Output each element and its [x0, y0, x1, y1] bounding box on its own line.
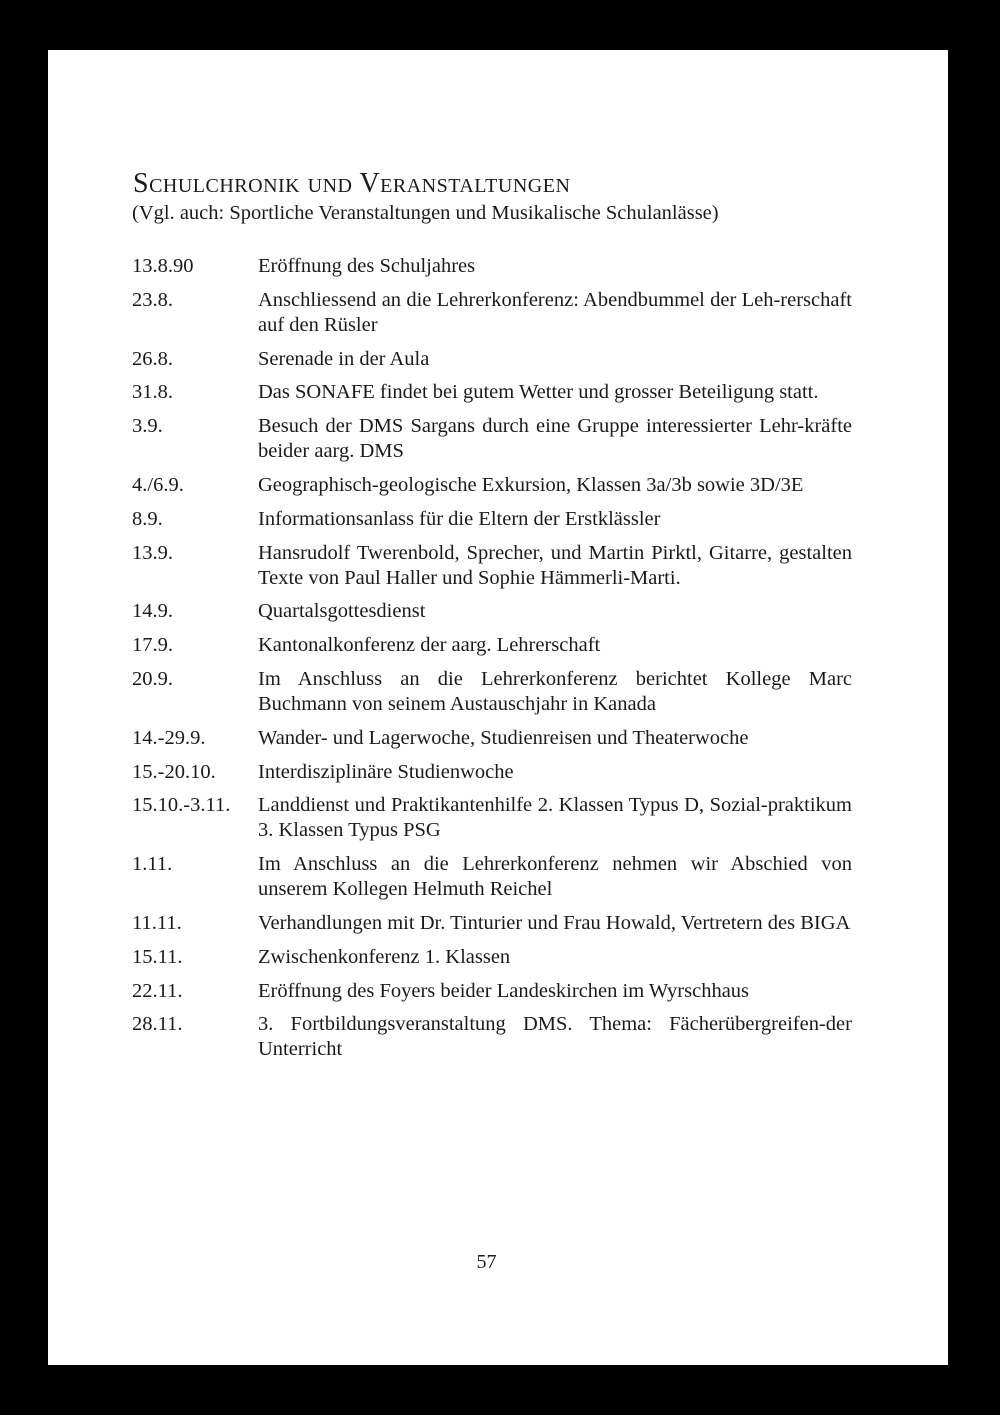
entry-text: Anschliessend an die Lehrerkonferenz: Abendbummel der Leh-rerschaft auf den Rüsler [258, 288, 852, 336]
chronicle-entry [132, 414, 852, 464]
entry-date: 26.8. [132, 347, 173, 370]
chronicle-entry [132, 911, 852, 936]
entry-date: 31.8. [132, 381, 173, 404]
entry-date: 15.11. [132, 945, 183, 968]
entry-date: 13.9. [132, 541, 173, 564]
chronicle-entry [132, 633, 852, 658]
entry-text: Wander- und Lagerwoche, Studienreisen und Theaterwoche [258, 726, 749, 749]
entry-text: Eröffnung des Schuljahres [258, 255, 476, 277]
chronicle-entry [132, 380, 852, 405]
entry-text: Im Anschluss an die Lehrerkonferenz berichtet Kollege Marc Buchmann von seinem Austauschjahr in Kanada [258, 667, 852, 715]
chronicle-entry [132, 793, 852, 843]
entry-text: Serenade in der Aula [258, 347, 430, 370]
chronicle-entry [132, 760, 852, 785]
entry-date: 14.9. [132, 600, 173, 623]
entry-text: Landdienst und Praktikantenhilfe 2. Klassen Typus D, Sozial-praktikum 3. Klassen Typus PSG [258, 794, 852, 842]
chronicle-entry [132, 599, 852, 624]
page-number: 57 [476, 1251, 497, 1273]
entry-date: 1.11. [132, 853, 173, 876]
entry-date: 22.11. [132, 979, 183, 1002]
chronicle-list [132, 254, 852, 1071]
entry-text: Zwischenkonferenz 1. Klassen [258, 945, 511, 968]
entry-text: Eröffnung des Foyers beider Landeskirchen im Wyrschhaus [258, 979, 750, 1002]
entry-date: 4./6.9. [132, 473, 184, 496]
chronicle-entry [132, 254, 852, 279]
entry-date: 15.10.-3.11. [132, 794, 231, 817]
document-page [48, 50, 948, 1365]
entry-date: 13.8.90 [132, 255, 194, 277]
page-heading: Schulchronik und Veranstaltungen [133, 168, 571, 199]
entry-date: 15.-20.10. [132, 760, 216, 783]
entry-text: Das SONAFE findet bei gutem Wetter und grosser Beteiligung statt. [258, 381, 819, 404]
chronicle-entry [132, 1012, 852, 1062]
entry-text: Verhandlungen mit Dr. Tinturier und Frau Howald, Vertretern des BIGA [258, 911, 851, 934]
chronicle-entry [132, 347, 852, 372]
chronicle-entry [132, 507, 852, 532]
entry-text: Besuch der DMS Sargans durch eine Gruppe interessierter Lehr-kräfte beider aarg. DMS [258, 415, 852, 463]
chronicle-entry [132, 852, 852, 902]
chronicle-entry [132, 473, 852, 498]
entry-date: 23.8. [132, 288, 173, 311]
chronicle-entry [132, 541, 852, 591]
entry-text: 3. Fortbildungsveranstaltung DMS. Thema: Fächerübergreifen-der Unterricht [258, 1013, 852, 1061]
chronicle-entry [132, 726, 852, 751]
entry-date: 11.11. [132, 911, 182, 934]
chronicle-entry [132, 667, 852, 717]
entry-date: 14.-29.9. [132, 726, 206, 749]
entry-text: Interdisziplinäre Studienwoche [258, 760, 514, 783]
entry-text: Kantonalkonferenz der aarg. Lehrerschaft [258, 634, 601, 657]
chronicle-entry [132, 979, 852, 1004]
entry-date: 28.11. [132, 1013, 183, 1036]
chronicle-entry [132, 288, 852, 338]
entry-text: Im Anschluss an die Lehrerkonferenz nehmen wir Abschied von unserem Kollegen Helmuth Reichel [258, 853, 852, 901]
entry-text: Quartalsgottesdienst [258, 600, 426, 623]
entry-text: Hansrudolf Twerenbold, Sprecher, und Martin Pirktl, Gitarre, gestalten Texte von Paul Haller und Sophie Hämmerli-Marti. [258, 541, 852, 589]
entry-date: 17.9. [132, 634, 173, 657]
entry-date: 20.9. [132, 667, 173, 690]
entry-date: 3.9. [132, 415, 163, 438]
chronicle-entry [132, 945, 852, 970]
entry-text: Geographisch-geologische Exkursion, Klassen 3a/3b sowie 3D/3E [258, 473, 804, 496]
entry-text: Informationsanlass für die Eltern der Erstklässler [258, 507, 661, 530]
entry-date: 8.9. [132, 507, 163, 530]
page-subtitle: (Vgl. auch: Sportliche Veranstaltungen und Musikalische Schulanlässe) [132, 202, 719, 224]
